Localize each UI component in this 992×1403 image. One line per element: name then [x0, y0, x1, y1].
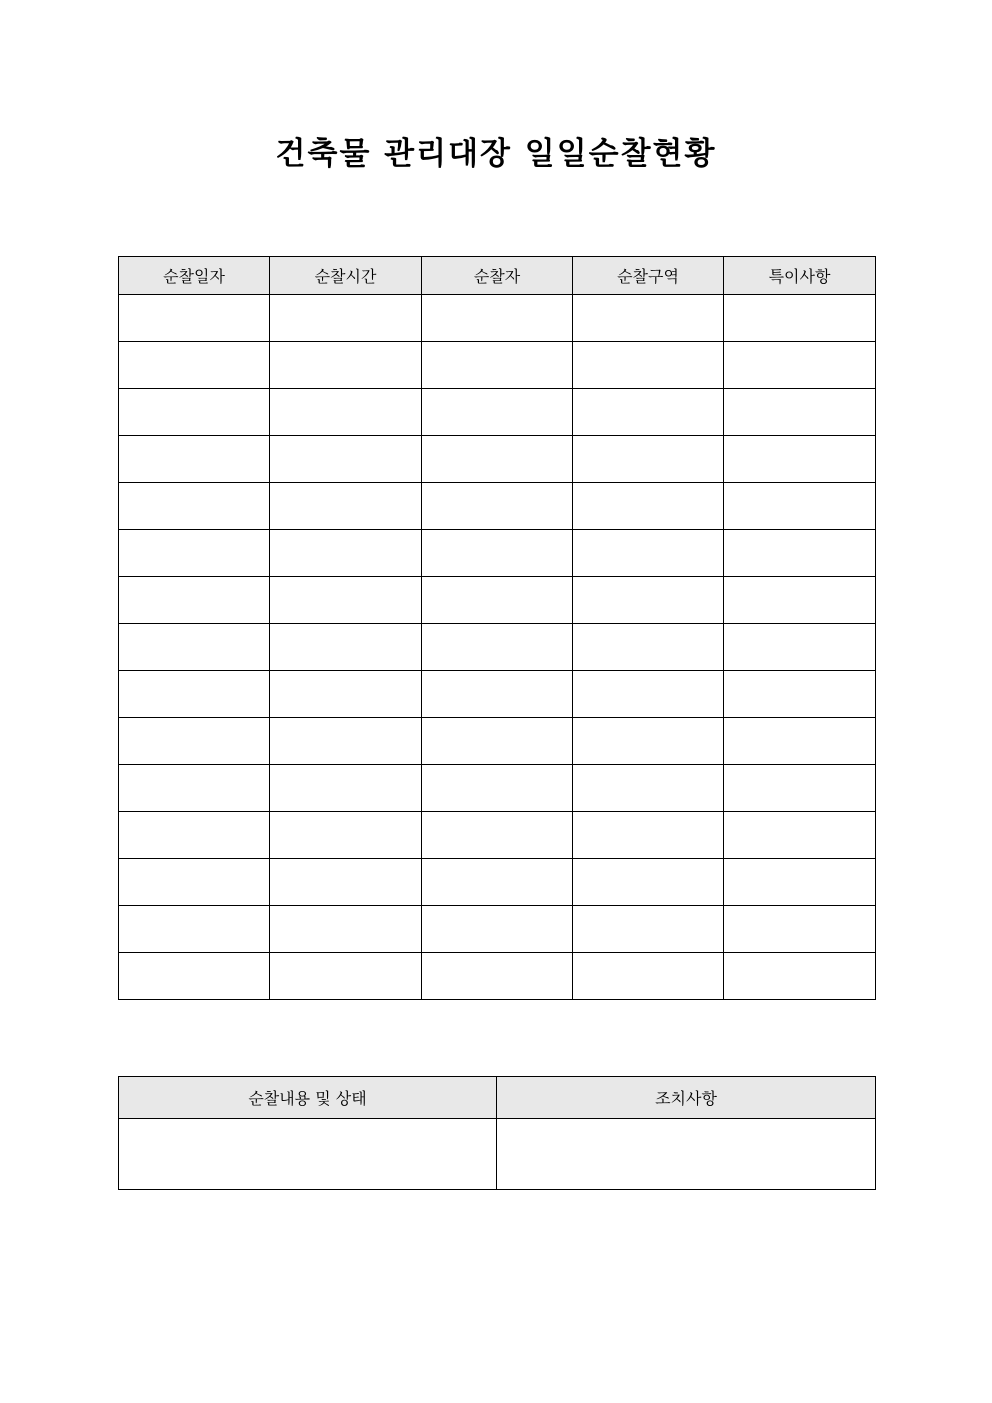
patrol-content-status-cell[interactable]	[119, 1119, 497, 1190]
patrol-date-cell[interactable]	[119, 765, 270, 812]
patrol-log-body	[119, 295, 876, 1000]
table-row	[119, 765, 876, 812]
table-row	[119, 624, 876, 671]
table-row	[119, 483, 876, 530]
table-row	[119, 859, 876, 906]
patrol-time-cell[interactable]	[270, 624, 422, 671]
patrol-time-cell[interactable]	[270, 530, 422, 577]
remarks-cell[interactable]	[724, 577, 876, 624]
remarks-cell[interactable]	[724, 624, 876, 671]
patroller-cell[interactable]	[422, 859, 573, 906]
patrol-date-cell[interactable]	[119, 530, 270, 577]
header-patrol-time: 순찰시간	[270, 257, 422, 295]
remarks-cell[interactable]	[724, 718, 876, 765]
patrol-time-cell[interactable]	[270, 436, 422, 483]
patrol-time-cell[interactable]	[270, 765, 422, 812]
patrol-summary-table	[118, 1076, 876, 1190]
patrol-time-cell[interactable]	[270, 295, 422, 342]
patroller-cell[interactable]	[422, 577, 573, 624]
table-row	[119, 812, 876, 859]
header-row	[119, 257, 876, 295]
header-actions-taken: 조치사항	[497, 1077, 876, 1119]
header-patroller: 순찰자	[422, 257, 573, 295]
patrol-area-cell[interactable]	[573, 765, 724, 812]
patrol-date-cell[interactable]	[119, 577, 270, 624]
remarks-cell[interactable]	[724, 295, 876, 342]
patrol-date-cell[interactable]	[119, 624, 270, 671]
table-row	[119, 906, 876, 953]
remarks-cell[interactable]	[724, 859, 876, 906]
header-remarks: 특이사항	[724, 257, 876, 295]
remarks-cell[interactable]	[724, 436, 876, 483]
table-row	[119, 342, 876, 389]
remarks-cell[interactable]	[724, 906, 876, 953]
remarks-cell[interactable]	[724, 953, 876, 1000]
patroller-cell[interactable]	[422, 812, 573, 859]
patroller-cell[interactable]	[422, 718, 573, 765]
table-row	[119, 389, 876, 436]
table-row	[119, 953, 876, 1000]
patroller-cell[interactable]	[422, 765, 573, 812]
patrol-time-cell[interactable]	[270, 389, 422, 436]
patrol-area-cell[interactable]	[573, 483, 724, 530]
patrol-date-cell[interactable]	[119, 671, 270, 718]
patrol-area-cell[interactable]	[573, 389, 724, 436]
patrol-date-cell[interactable]	[119, 812, 270, 859]
patrol-area-cell[interactable]	[573, 624, 724, 671]
patrol-time-cell[interactable]	[270, 953, 422, 1000]
table-row	[119, 671, 876, 718]
table-row	[119, 1119, 876, 1190]
remarks-cell[interactable]	[724, 483, 876, 530]
table-row	[119, 295, 876, 342]
remarks-cell[interactable]	[724, 671, 876, 718]
patroller-cell[interactable]	[422, 953, 573, 1000]
header-row	[119, 1077, 876, 1119]
patroller-cell[interactable]	[422, 295, 573, 342]
remarks-cell[interactable]	[724, 812, 876, 859]
patrol-date-cell[interactable]	[119, 389, 270, 436]
patrol-time-cell[interactable]	[270, 906, 422, 953]
patrol-date-cell[interactable]	[119, 953, 270, 1000]
patroller-cell[interactable]	[422, 436, 573, 483]
patrol-date-cell[interactable]	[119, 718, 270, 765]
patrol-time-cell[interactable]	[270, 718, 422, 765]
remarks-cell[interactable]	[724, 530, 876, 577]
header-patrol-date: 순찰일자	[119, 257, 270, 295]
remarks-cell[interactable]	[724, 342, 876, 389]
patrol-log-table	[118, 256, 876, 1000]
remarks-cell[interactable]	[724, 389, 876, 436]
patrol-area-cell[interactable]	[573, 436, 724, 483]
patrol-time-cell[interactable]	[270, 812, 422, 859]
actions-taken-cell[interactable]	[497, 1119, 876, 1190]
page-title: 건축물 관리대장 일일순찰현황	[275, 136, 717, 172]
patroller-cell[interactable]	[422, 483, 573, 530]
header-patrol-area: 순찰구역	[573, 257, 724, 295]
patroller-cell[interactable]	[422, 624, 573, 671]
patrol-time-cell[interactable]	[270, 342, 422, 389]
table-row	[119, 718, 876, 765]
patroller-cell[interactable]	[422, 906, 573, 953]
patrol-date-cell[interactable]	[119, 295, 270, 342]
patrol-date-cell[interactable]	[119, 906, 270, 953]
patrol-area-cell[interactable]	[573, 859, 724, 906]
patrol-area-cell[interactable]	[573, 530, 724, 577]
patrol-area-cell[interactable]	[573, 342, 724, 389]
header-patrol-content-status: 순찰내용 및 상태	[119, 1077, 497, 1119]
patrol-time-cell[interactable]	[270, 483, 422, 530]
patrol-area-cell[interactable]	[573, 906, 724, 953]
table-row	[119, 436, 876, 483]
table-row	[119, 577, 876, 624]
remarks-cell[interactable]	[724, 765, 876, 812]
patroller-cell[interactable]	[422, 671, 573, 718]
patrol-date-cell[interactable]	[119, 342, 270, 389]
patrol-date-cell[interactable]	[119, 859, 270, 906]
patrol-area-cell[interactable]	[573, 295, 724, 342]
patroller-cell[interactable]	[422, 389, 573, 436]
patrol-time-cell[interactable]	[270, 859, 422, 906]
patroller-cell[interactable]	[422, 342, 573, 389]
patrol-time-cell[interactable]	[270, 577, 422, 624]
patroller-cell[interactable]	[422, 530, 573, 577]
patrol-area-cell[interactable]	[573, 671, 724, 718]
patrol-date-cell[interactable]	[119, 436, 270, 483]
patrol-area-cell[interactable]	[573, 812, 724, 859]
patrol-area-cell[interactable]	[573, 953, 724, 1000]
patrol-date-cell[interactable]	[119, 483, 270, 530]
table-row	[119, 530, 876, 577]
patrol-area-cell[interactable]	[573, 577, 724, 624]
patrol-time-cell[interactable]	[270, 671, 422, 718]
patrol-area-cell[interactable]	[573, 718, 724, 765]
